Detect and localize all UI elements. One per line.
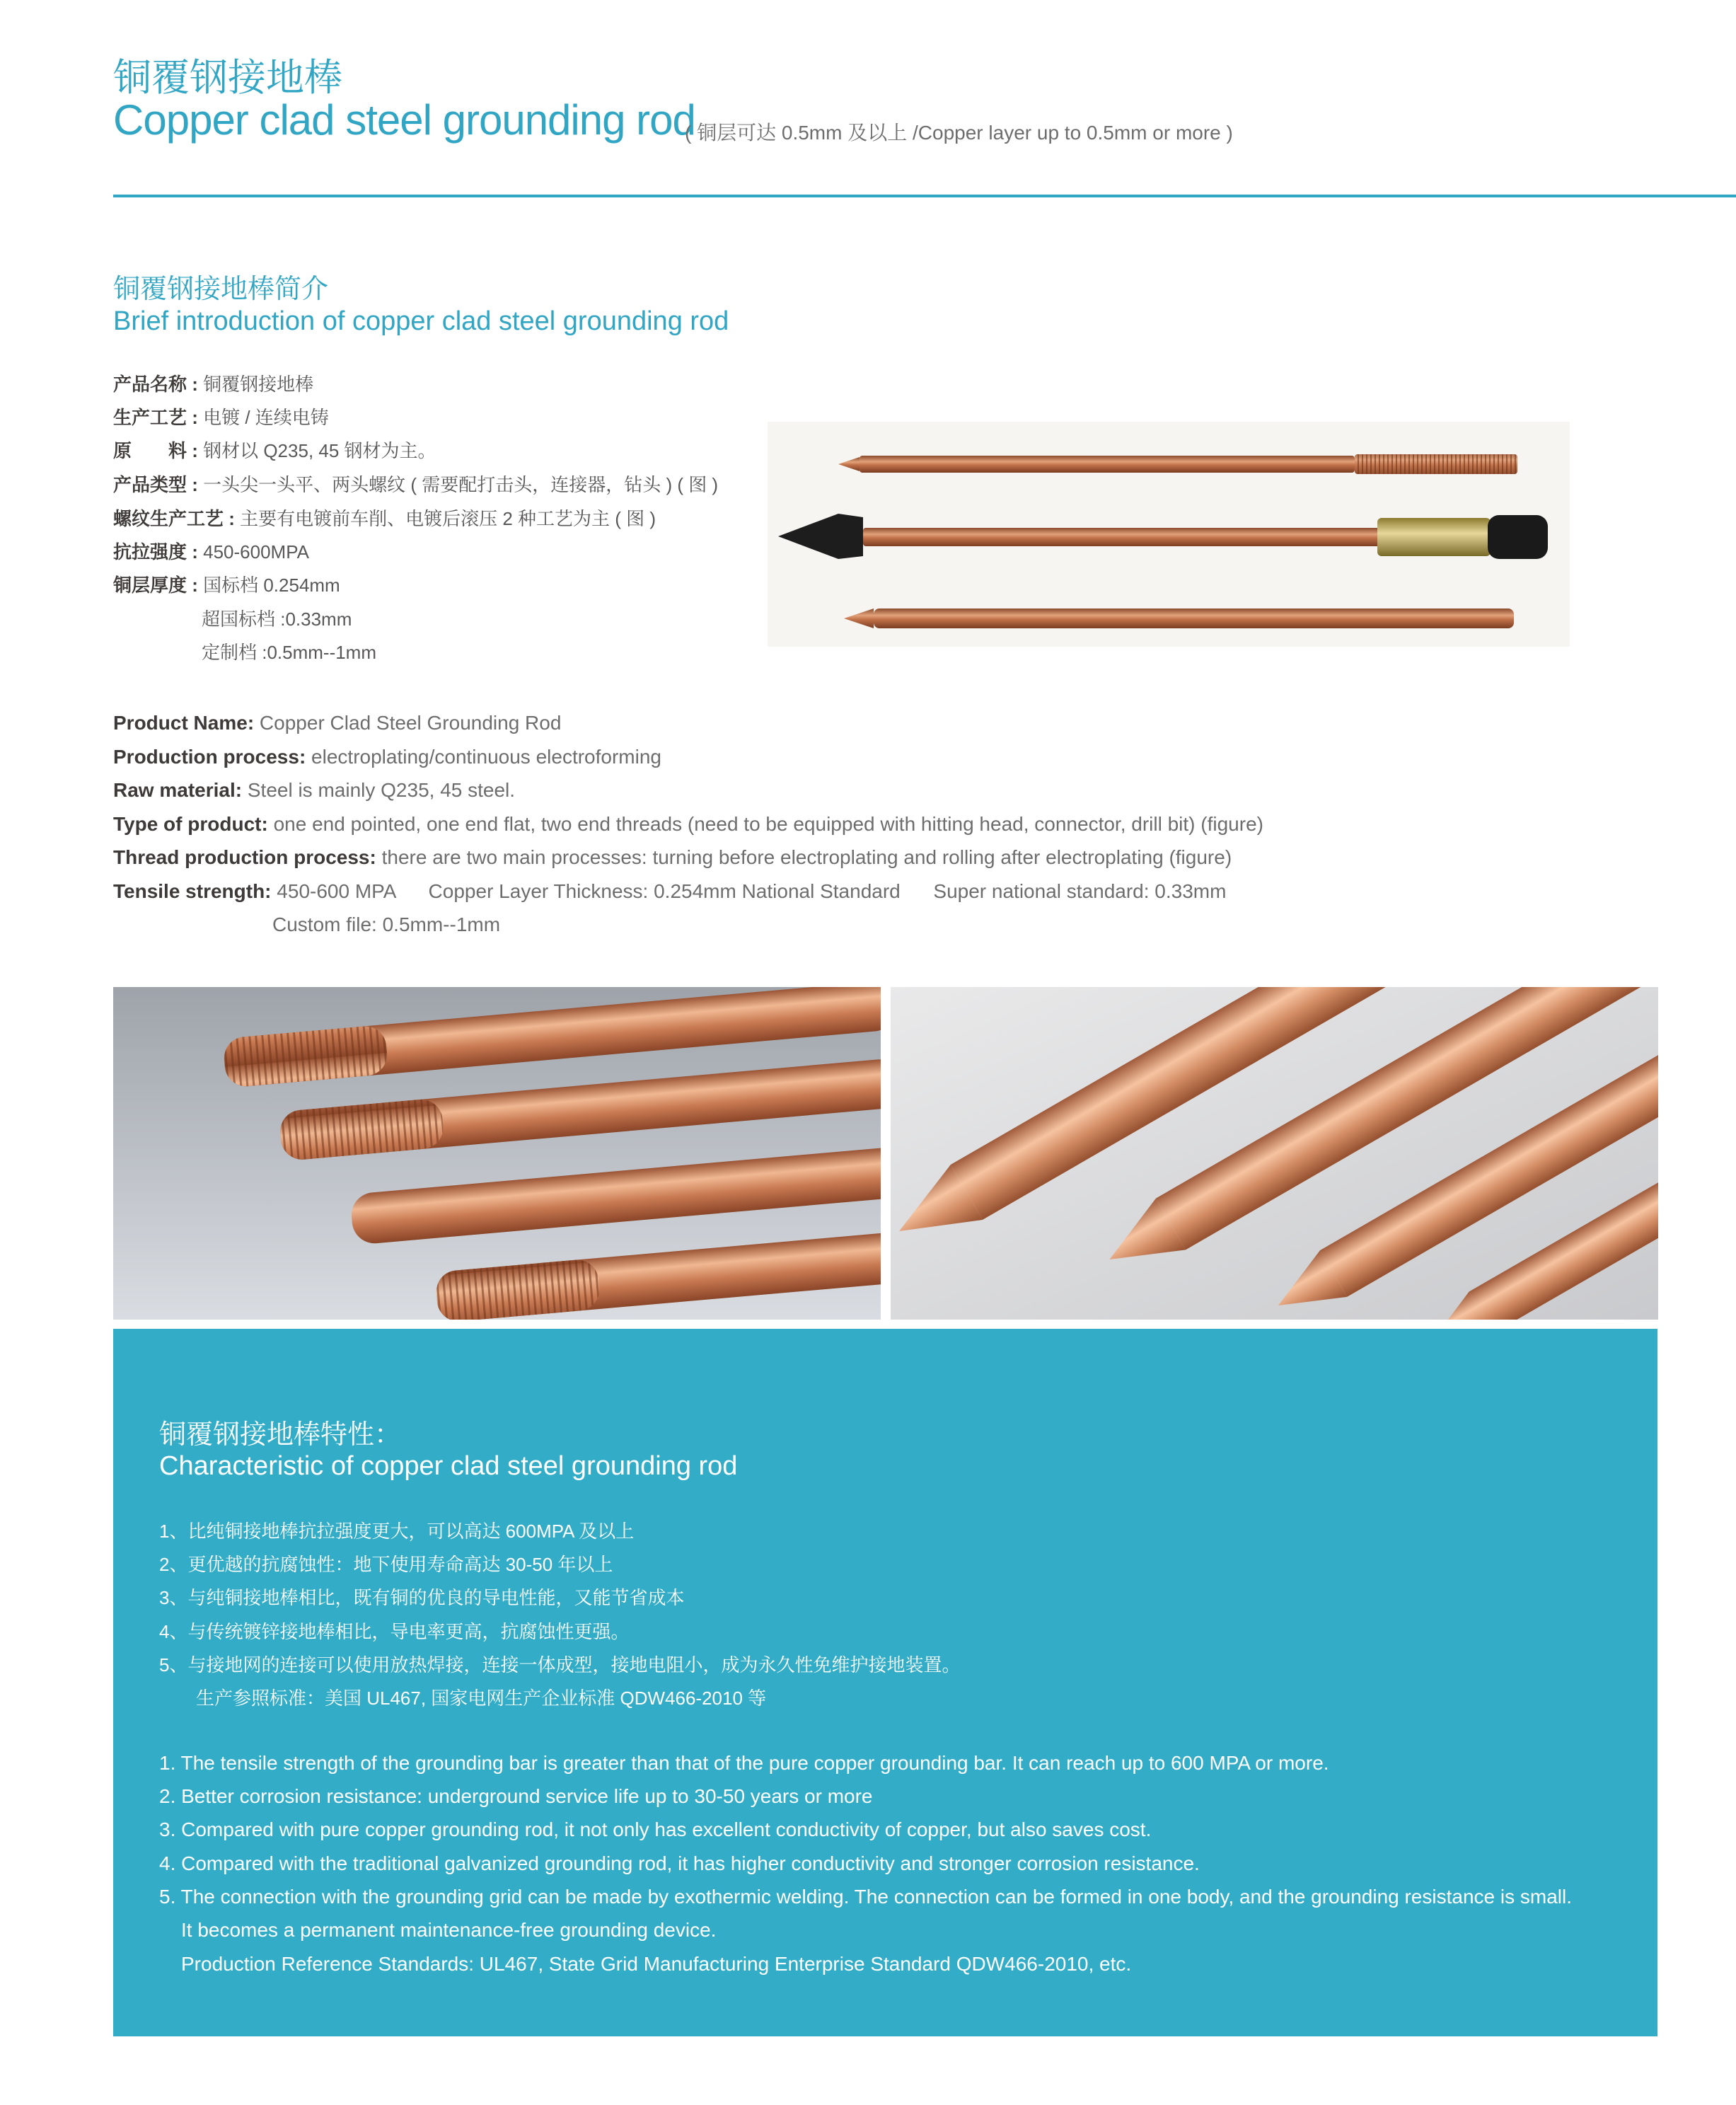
spec-line-cn [113, 473, 718, 497]
spec-value: Steel is mainly Q235, 45 steel. [242, 779, 516, 801]
spec-label: 产品名称 : [113, 374, 198, 395]
spec-label: 产品类型 : [113, 474, 198, 495]
characteristic-item-cn: 4、与传统镀锌接地棒相比，导电率更高，抗腐蚀性更强。 [159, 1621, 630, 1642]
characteristic-item-cn: 3、与纯铜接地棒相比，既有铜的优良的导电性能，又能节省成本 [159, 1587, 685, 1608]
spec-line-en [113, 812, 1263, 837]
spec-value: 电镀 / 连续电铸 [197, 407, 329, 428]
spec-line-cn [113, 573, 340, 597]
characteristics-heading-en: Characteristic of copper clad steel grounding rod [159, 1451, 738, 1481]
spec-label: Product Name: [113, 712, 255, 734]
spec-line-cn [113, 439, 436, 463]
spec-thickness-super: 超国标档 :0.33mm [202, 609, 352, 630]
spec-line-cn [113, 507, 656, 531]
spec-value: one end pointed, one end flat, two end threads (need to be equipped with hitting head, connector, drill bit) (figure) [267, 813, 1263, 835]
spec-label: 生产工艺 : [113, 407, 198, 428]
characteristic-item-en-cont: It becomes a permanent maintenance-free grounding device. [181, 1919, 717, 1941]
intro-heading-en: Brief introduction of copper clad steel grounding rod [113, 306, 729, 336]
rod-with-coupler [778, 514, 1548, 559]
spec-label: Raw material: [113, 779, 243, 801]
spec-value: 钢材以 Q235, 45 钢材为主。 [197, 440, 436, 461]
page-title-cn: 铜覆钢接地棒 [113, 57, 342, 99]
photo-pointed-rods [891, 987, 1658, 1320]
spec-value: 铜覆钢接地棒 [197, 374, 314, 395]
spec-value: 主要有电镀前车削、电镀后滚压 2 种工艺为主 ( 图 ) [234, 508, 656, 529]
spec-value: 450-600MPA [197, 541, 309, 563]
spec-label: 原 料 : [113, 440, 198, 461]
rod-threaded [838, 454, 1517, 474]
page-title-en: Copper clad steel grounding rod [113, 96, 695, 144]
rod-pointed [844, 609, 1514, 628]
spec-value: 国标档 0.254mm [197, 575, 340, 596]
rods-product-image [768, 422, 1570, 647]
spec-line-cn [113, 405, 329, 429]
characteristic-standard-en: Production Reference Standards: UL467, State Grid Manufacturing Enterprise Standard QDW466-2010, etc. [181, 1953, 1132, 1975]
spec-line-en [113, 744, 661, 770]
spec-value: 一头尖一头平、两头螺纹 ( 需要配打击头，连接器，钻头 ) ( 图 ) [197, 474, 719, 495]
header-divider [113, 195, 1736, 197]
characteristic-item-cn: 5、与接地网的连接可以使用放热焊接，连接一体成型，接地电阻小，成为永久性免维护接地装置。 [159, 1654, 961, 1676]
spec-value: 450-600 MPA Copper Layer Thickness: 0.254mm National Standard Super national standard: 0.33mm [271, 880, 1227, 902]
photo-threaded-rods [113, 987, 881, 1320]
spec-line-en [113, 845, 1232, 870]
spec-label: Production process: [113, 746, 306, 768]
spec-line-cn [113, 540, 309, 564]
spec-value: there are two main processes: turning before electroplating and rolling after electroplating (figure) [376, 846, 1232, 868]
spec-label: 螺纹生产工艺 : [113, 508, 235, 529]
characteristic-item-en: 2. Better corrosion resistance: underground service life up to 30-50 years or more [159, 1785, 873, 1807]
spec-line-en [113, 879, 1226, 904]
spec-label: Type of product: [113, 813, 268, 835]
spec-line-en [113, 778, 515, 803]
spec-value: Copper Clad Steel Grounding Rod [254, 712, 562, 734]
spec-label: Thread production process: [113, 846, 376, 868]
characteristic-item-en: 1. The tensile strength of the grounding bar is greater than that of the pure copper grounding bar. It can reach up to 600 MPA or more. [159, 1752, 1329, 1774]
spec-value: electroplating/continuous electroforming [306, 746, 661, 768]
spec-thickness-custom: 定制档 :0.5mm--1mm [202, 642, 377, 663]
page-title-note: ( 铜层可达 0.5mm 及以上 /Copper layer up to 0.5mm or more ) [685, 122, 1233, 144]
spec-label: Tensile strength: [113, 880, 272, 902]
spec-label: 铜层厚度 : [113, 575, 198, 596]
spec-line-en [113, 710, 561, 736]
characteristic-item-en: 4. Compared with the traditional galvanized grounding rod, it has higher conductivity and stronger corrosion resistance. [159, 1852, 1200, 1874]
characteristic-item-en: 3. Compared with pure copper grounding rod, it not only has excellent conductivity of copper, but also saves cost. [159, 1818, 1152, 1840]
characteristic-item-cn: 2、更优越的抗腐蚀性：地下使用寿命高达 30-50 年以上 [159, 1554, 613, 1575]
intro-heading-cn: 铜覆钢接地棒简介 [113, 275, 329, 304]
spec-line-cn [113, 372, 313, 396]
characteristic-standard-cn: 生产参照标准：美国 UL467, 国家电网生产企业标准 QDW466-2010 等 [159, 1688, 767, 1709]
spec-custom-en: Custom file: 0.5mm--1mm [272, 913, 501, 935]
characteristic-item-cn: 1、比纯铜接地棒抗拉强度更大，可以高达 600MPA 及以上 [159, 1521, 635, 1542]
characteristics-heading-cn: 铜覆钢接地棒特性： [159, 1420, 402, 1450]
characteristic-item-en: 5. The connection with the grounding grid can be made by exothermic welding. The connection can be formed in one body, and the grounding resistance is small. [159, 1886, 1572, 1908]
spec-label: 抗拉强度 : [113, 541, 198, 563]
